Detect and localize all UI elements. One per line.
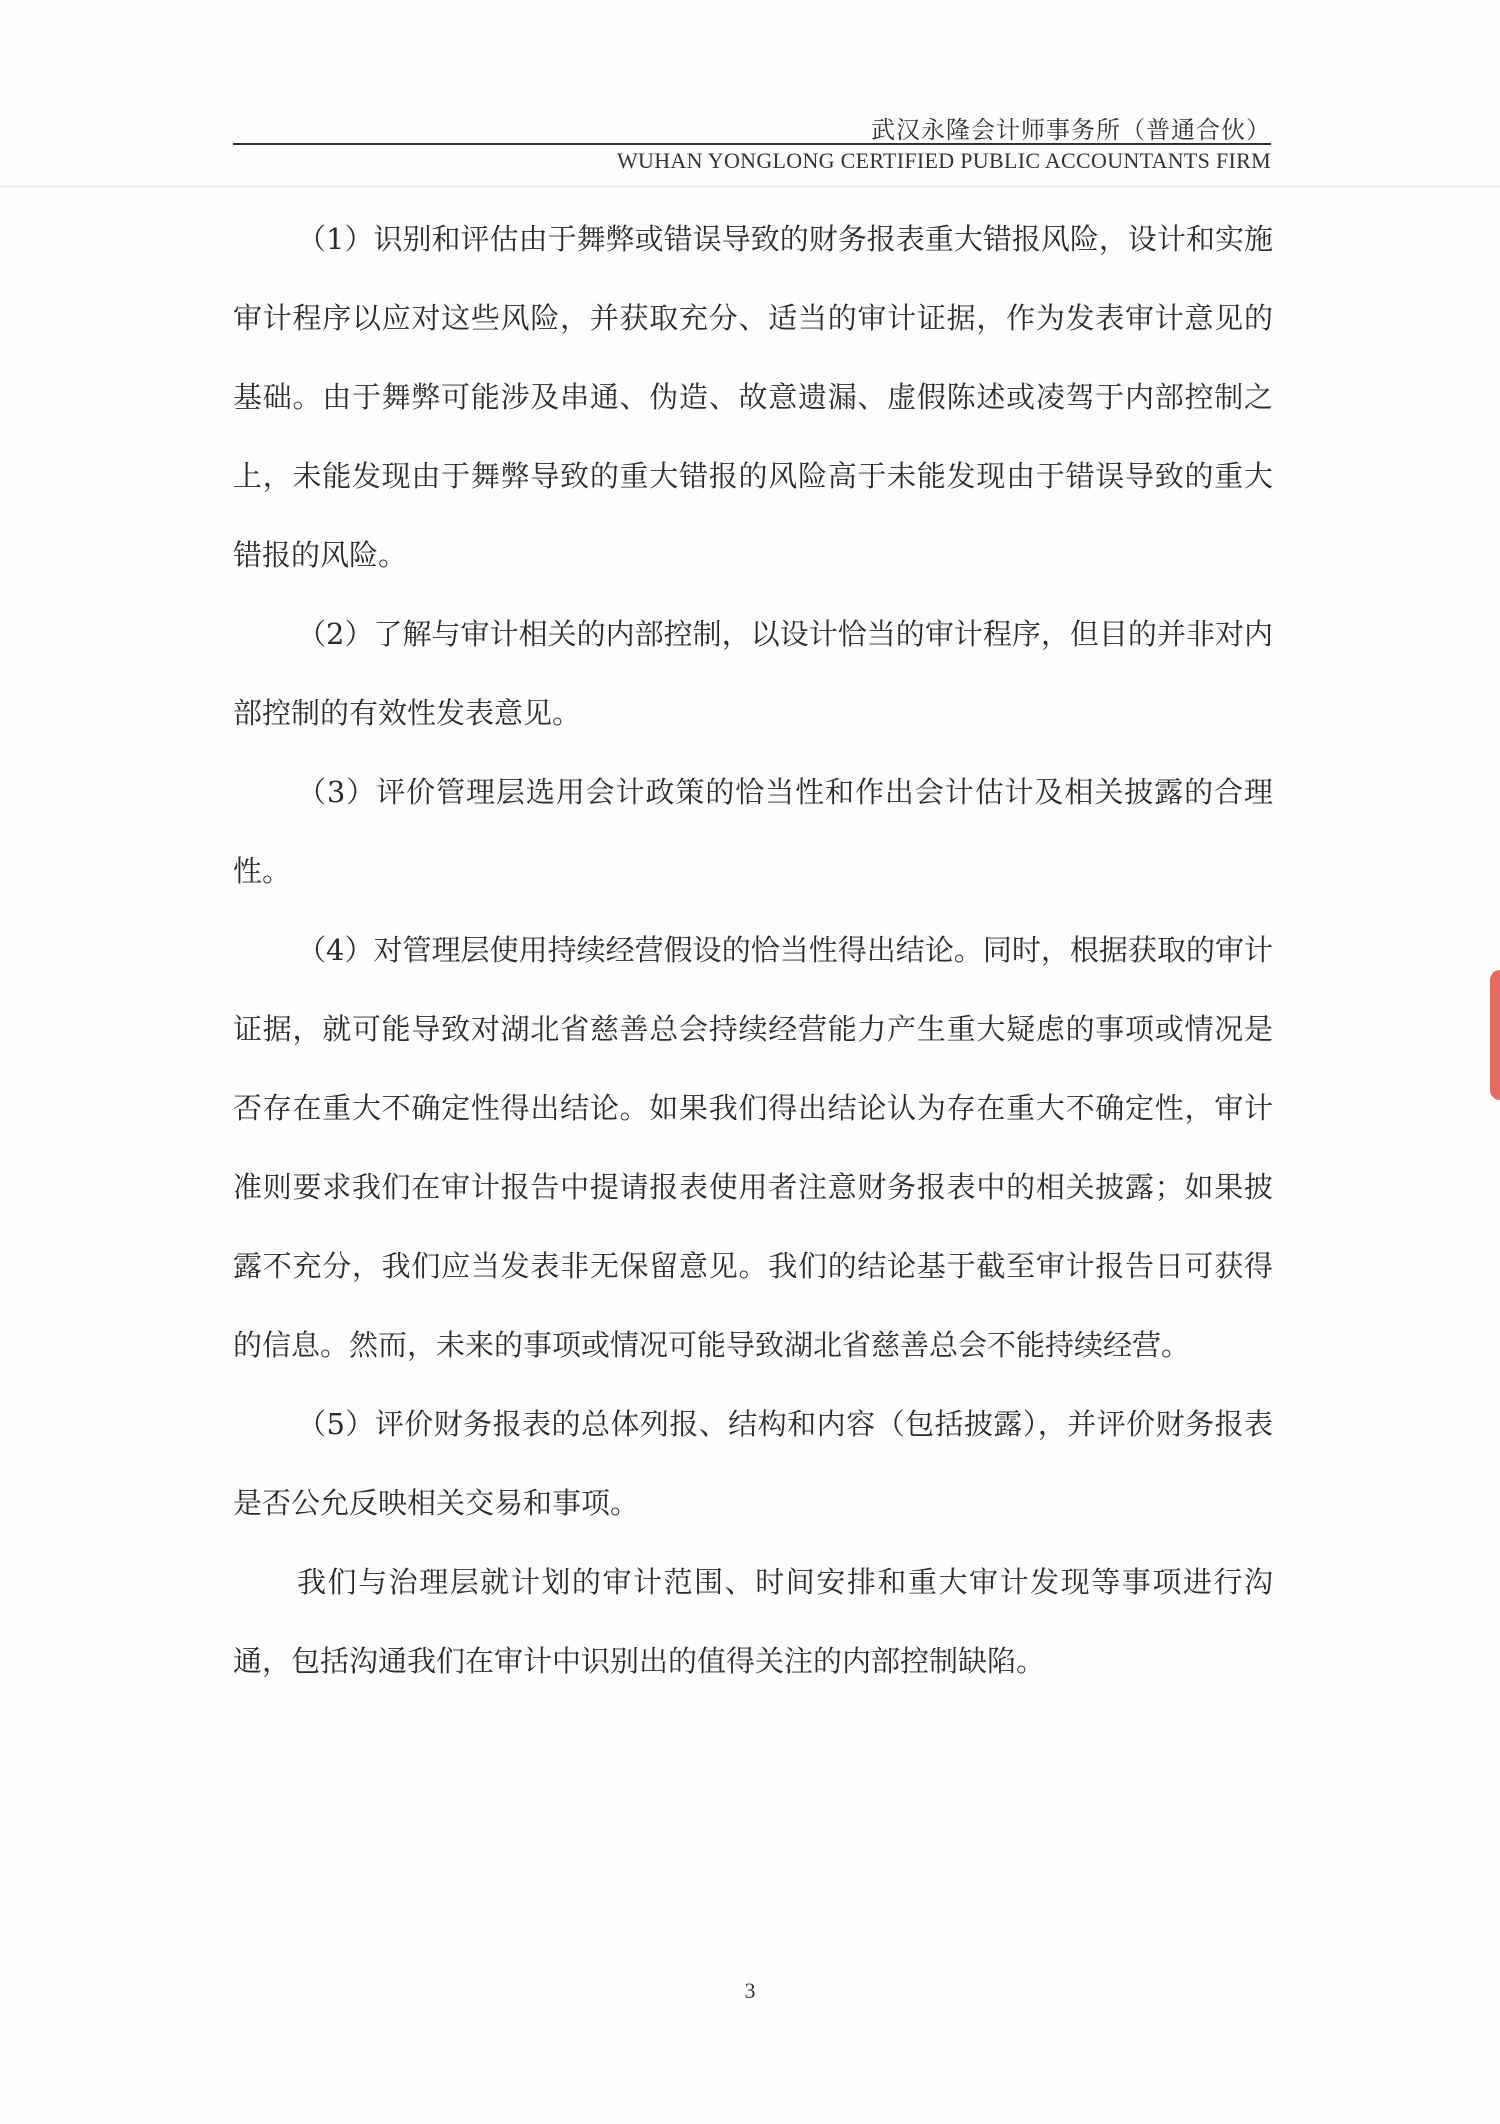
paragraph-2: （2）了解与审计相关的内部控制，以设计恰当的审计程序，但目的并非对内部控制的有效性发表意见。: [233, 617, 1273, 730]
scan-artifact-line: [0, 186, 1500, 187]
firm-name-chinese: 武汉永隆会计师事务所（普通合伙）: [871, 116, 1271, 144]
header-divider: [233, 143, 1271, 145]
paragraph-5: （5）评价财务报表的总体列报、结构和内容（包括披露），并评价财务报表是否公允反映相关交易和事项。: [233, 1407, 1273, 1520]
paragraph-1: （1）识别和评估由于舞弊或错误导致的财务报表重大错报风险，设计和实施审计程序以应对这些风险，并获取充分、适当的审计证据，作为发表审计意见的基础。由于舞弊可能涉及串通、伪造、故意遗漏、虚假陈述或凌驾于内部控制之上，未能发现由于舞弊导致的重大错报的风险高于未能发现由于错误导致的重大错报的风险。: [233, 222, 1273, 572]
firm-name-english: WUHAN YONGLONG CERTIFIED PUBLIC ACCOUNTANTS FIRM: [616, 148, 1271, 173]
seal-edge-mark: [1490, 970, 1500, 1100]
report-body: [233, 200, 1273, 1701]
page-number: 3: [744, 1978, 756, 2003]
paragraph-3: （3）评价管理层选用会计政策的恰当性和作出会计估计及相关披露的合理性。: [233, 775, 1273, 888]
paragraph-6: 我们与治理层就计划的审计范围、时间安排和重大审计发现等事项进行沟通，包括沟通我们在审计中识别出的值得关注的内部控制缺陷。: [233, 1565, 1273, 1678]
paragraph-4: （4）对管理层使用持续经营假设的恰当性得出结论。同时，根据获取的审计证据，就可能导致对湖北省慈善总会持续经营能力产生重大疑虑的事项或情况是否存在重大不确定性得出结论。如果我们得出结论认为存在重大不确定性，审计准则要求我们在审计报告中提请报表使用者注意财务报表中的相关披露；如果披露不充分，我们应当发表非无保留意见。我们的结论基于截至审计报告日可获得的信息。然而，未来的事项或情况可能导致湖北省慈善总会不能持续经营。: [233, 933, 1273, 1362]
